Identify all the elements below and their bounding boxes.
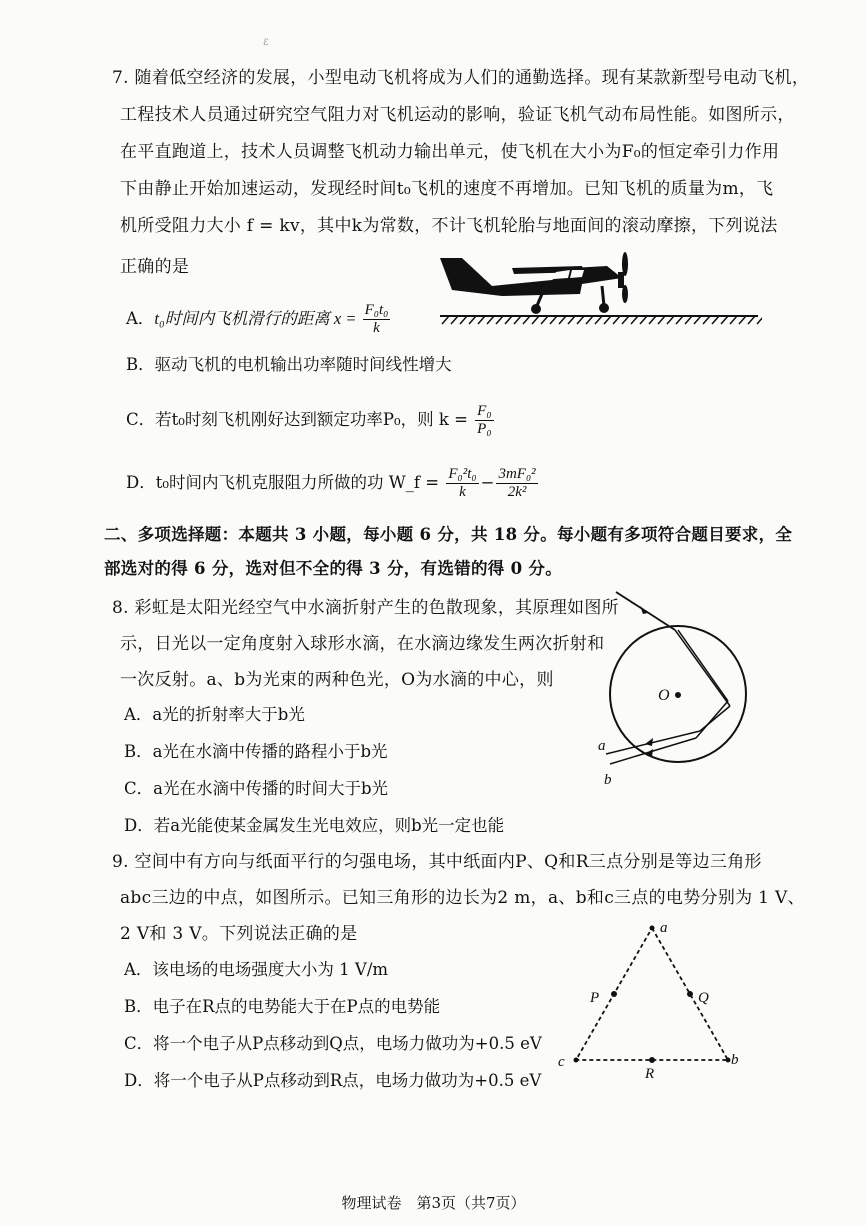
q9-option-a: A．该电场的电场强度大小为 1 V/m (124, 960, 389, 979)
ground-hatch (505, 316, 512, 324)
point-q (687, 991, 693, 997)
vertex-b-label: b (731, 1052, 739, 1068)
frac-numerator: F₀t₀ (364, 302, 389, 318)
q8-option-c: C．a光在水滴中传播的时间大于b光 (124, 779, 389, 798)
ground-hatch (478, 316, 485, 324)
q9-option-c: C．将一个电子从P点移动到Q点，电场力做功为+0.5 eV (124, 1034, 542, 1053)
frac-numerator: 3mF₀² (498, 466, 536, 482)
ground-hatch (640, 316, 647, 324)
ground-hatch (460, 316, 467, 324)
q7-option-a-frac (363, 302, 391, 337)
q7-option-c-frac (475, 403, 493, 438)
ground-hatch (487, 316, 494, 324)
frac-denominator: P₀ (477, 421, 492, 437)
frac-numerator: F₀²t₀ (448, 466, 477, 482)
point-r-label: R (645, 1066, 655, 1082)
q7-option-b: B．驱动飞机的电机输出功率随时间线性增大 (126, 355, 452, 374)
ground-hatch (649, 316, 656, 324)
point-p (611, 991, 617, 997)
ground-hatch (613, 316, 620, 324)
ground-hatch (451, 316, 458, 324)
q7-line-1: 7. 随着低空经济的发展，小型电动飞机将成为人们的通勤选择。现有某款新型号电动飞机， (112, 68, 810, 88)
ground-hatch (442, 316, 449, 324)
q9-line-1: 9. 空间中有方向与纸面平行的匀强电场，其中纸面内P、Q和R三点分别是等边三角形 (112, 852, 762, 872)
q9-option-d: D．将一个电子从P点移动到R点，电场力做功为+0.5 eV (124, 1071, 542, 1090)
center-label: O (658, 687, 670, 704)
q8-line-3: 一次反射。a、b为光束的两种色光，O为水滴的中心，则 (120, 670, 554, 690)
ground-hatch (739, 316, 746, 324)
q7-line-5: 机所受阻力大小 f = kv，其中k为常数，不计飞机轮胎与地面间的滚动摩擦，下列说法 (120, 216, 778, 236)
raindrop-figure (590, 588, 750, 788)
q8-option-b: B．a光在水滴中传播的路程小于b光 (124, 742, 388, 761)
minus-sign: − (480, 473, 495, 492)
section-2-line-2: 部选对的得 6 分，选对但不全的得 3 分，有选错的得 0 分。 (104, 559, 563, 578)
q7-option-d (126, 466, 540, 501)
q9-option-b: B．电子在R点的电势能大于在P点的电势能 (124, 997, 441, 1016)
ground-hatch (514, 316, 521, 324)
ground-hatch (658, 316, 665, 324)
ground-hatch (568, 316, 575, 324)
ground-hatch (496, 316, 503, 324)
q9-line-3: 2 V和 3 V。下列说法正确的是 (120, 924, 358, 944)
ground-hatch (712, 316, 719, 324)
ground-hatch (748, 316, 755, 324)
q8-line-2: 示，日光以一定角度射入球形水滴，在水滴边缘发生两次折射和 (120, 634, 605, 654)
q7-option-d-frac-2 (496, 466, 537, 501)
airplane-figure (432, 250, 762, 330)
page-footer: 物理试卷 第3页（共7页） (341, 1194, 526, 1212)
ground-hatch (721, 316, 728, 324)
ground-hatch (676, 316, 683, 324)
ground-hatch (532, 316, 539, 324)
q7-option-d-frac-1 (446, 466, 478, 501)
ray-a-label: a (598, 738, 606, 754)
section-2-line-1: 二、多项选择题：本题共 3 小题，每小题 6 分，共 18 分。每小题有多项符合题目要求，全 (104, 525, 793, 544)
point-p-label: P (590, 990, 600, 1006)
q7-line-6: 正确的是 (120, 257, 190, 277)
frac-denominator: k (459, 484, 466, 500)
q7-option-d-text: D．t₀时间内飞机克服阻力所做的功 W_f = (126, 473, 445, 492)
ground-hatch (703, 316, 710, 324)
triangle-figure (556, 914, 756, 1084)
ray-b-label: b (604, 772, 612, 788)
ground-hatch (757, 316, 762, 324)
q8-line-1: 8. 彩虹是太阳光经空气中水滴折射产生的色散现象，其原理如图所 (112, 598, 619, 618)
airplane-icon (440, 252, 628, 314)
point-r (649, 1057, 655, 1063)
q7-option-a-text: t₀时间内飞机滑行的距离 x = (154, 309, 361, 328)
vertex-a-label: a (660, 920, 668, 936)
q7-line-2: 工程技术人员通过研究空气阻力对飞机运动的影响，验证飞机气动布局性能。如图所示， (120, 105, 795, 125)
ground-hatch (586, 316, 593, 324)
ground-hatch (559, 316, 566, 324)
scan-mark: ℰ (263, 38, 269, 48)
q8-option-a: A．a光的折射率大于b光 (124, 705, 305, 724)
ground-hatch (523, 316, 530, 324)
q7-option-a-prefix: A． (126, 309, 155, 328)
q7-line-3: 在平直跑道上，技术人员调整飞机动力输出单元，使飞机在大小为F₀的恒定牵引力作用 (120, 142, 780, 162)
point-q-label: Q (698, 990, 709, 1006)
q7-line-4: 下由静止开始加速运动，发现经时间t₀飞机的速度不再增加。已知飞机的质量为m，飞 (120, 179, 774, 199)
ground-hatch (622, 316, 629, 324)
ground-hatch (685, 316, 692, 324)
ground-hatch (550, 316, 557, 324)
ground-hatch (595, 316, 602, 324)
center-point (675, 692, 681, 698)
ground-hatch (631, 316, 638, 324)
ground-hatch (469, 316, 476, 324)
q9-line-2: abc三边的中点，如图所示。已知三角形的边长为2 m，a、b和c三点的电势分别为 1 V、 (120, 888, 805, 908)
frac-denominator: 2k² (507, 484, 527, 500)
vertex-c-label: c (558, 1054, 565, 1070)
q8-option-d: D．若a光能使某金属发生光电效应，则b光一定也能 (124, 816, 505, 835)
q7-option-a (126, 302, 392, 337)
ground-hatch (604, 316, 611, 324)
q7-option-c-text: C．若t₀时刻飞机刚好达到额定功率P₀，则 k = (126, 410, 474, 429)
frac-denominator: k (373, 320, 380, 336)
ground-hatch (730, 316, 737, 324)
ground-hatch (667, 316, 674, 324)
ground-hatch (694, 316, 701, 324)
frac-numerator: F₀ (477, 403, 492, 419)
ground-hatch (541, 316, 548, 324)
q7-option-c (126, 403, 496, 438)
ground-hatch (577, 316, 584, 324)
